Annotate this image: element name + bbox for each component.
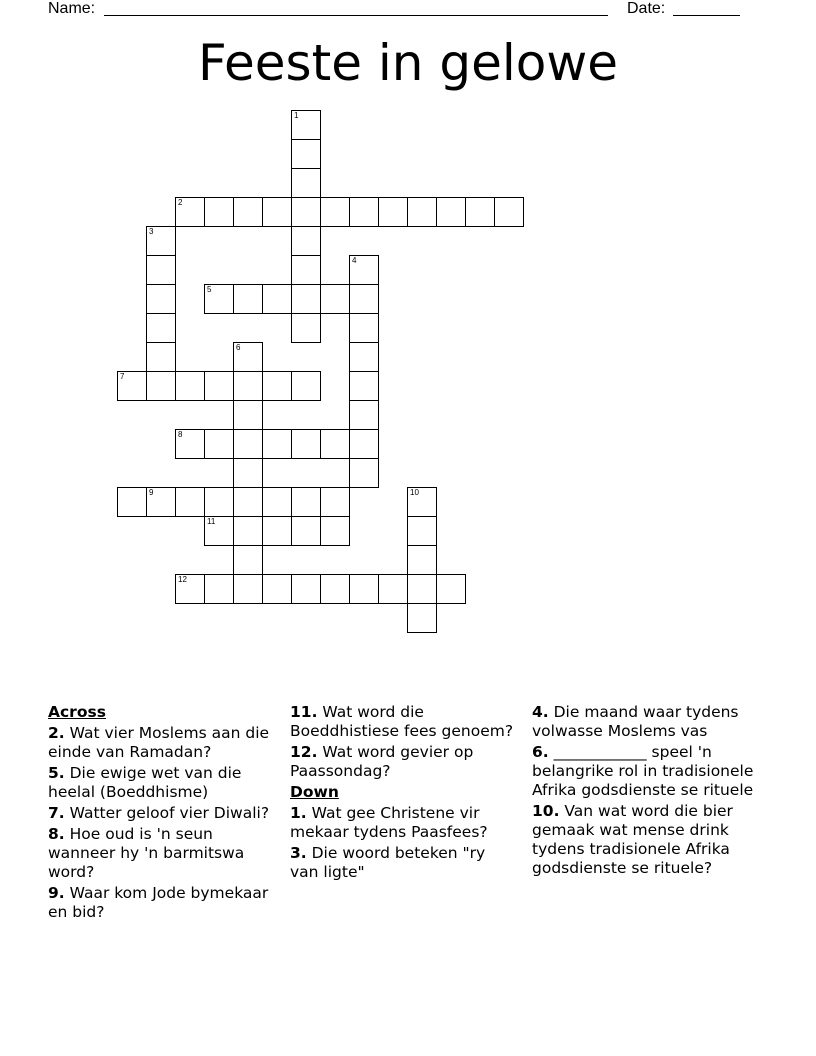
grid-cell[interactable] (349, 458, 379, 488)
grid-cell[interactable] (378, 574, 408, 604)
clue-text: Wat word die Boeddhistiese fees genoem? (290, 703, 514, 740)
grid-cell[interactable] (262, 371, 292, 401)
clue-item (48, 764, 273, 802)
grid-cell[interactable] (291, 516, 321, 546)
clue-number: 6. (532, 743, 549, 761)
grid-cell[interactable] (349, 429, 379, 459)
clue-text: ____________ speel 'n belangrike rol in tradisionele Afrika godsdienste se rituele (532, 743, 754, 799)
across-clue-list-continued (290, 703, 515, 781)
grid-cell[interactable] (349, 284, 379, 314)
grid-cell[interactable] (233, 342, 263, 372)
grid-cell[interactable] (291, 574, 321, 604)
grid-cell[interactable] (233, 371, 263, 401)
clue-number: 7 (120, 372, 125, 381)
grid-cell[interactable] (117, 371, 147, 401)
grid-cell[interactable] (146, 487, 176, 517)
grid-cell[interactable] (407, 197, 437, 227)
grid-cell[interactable] (204, 371, 234, 401)
name-label: Name: (48, 0, 96, 17)
grid-cell[interactable] (262, 574, 292, 604)
clue-item (48, 724, 273, 762)
grid-cell[interactable] (407, 516, 437, 546)
clue-column-1 (48, 703, 273, 924)
grid-cell[interactable] (175, 487, 205, 517)
clue-text: Hoe oud is 'n seun wanneer hy 'n barmitswa word? (48, 825, 245, 881)
grid-cell[interactable] (349, 313, 379, 343)
grid-cell[interactable] (320, 516, 350, 546)
grid-cell[interactable] (146, 371, 176, 401)
grid-cell[interactable] (233, 197, 263, 227)
grid-cell[interactable] (436, 197, 466, 227)
clue-text: Die woord beteken "ry van ligte" (290, 844, 486, 881)
date-label: Date: (627, 0, 666, 17)
clue-item (48, 884, 273, 922)
clue-number: 9 (149, 488, 154, 497)
clue-number: 12. (290, 743, 318, 761)
down-heading: Down (290, 783, 339, 801)
clue-number: 4. (532, 703, 549, 721)
grid-cell[interactable] (204, 284, 234, 314)
grid-cell[interactable] (291, 371, 321, 401)
clue-text: Van wat word die bier gemaak wat mense drink tydens tradisionele Afrika godsdienste se rituele? (532, 802, 733, 877)
clue-item (290, 743, 515, 781)
grid-cell[interactable] (175, 371, 205, 401)
down-clue-list (290, 804, 515, 882)
grid-cell[interactable] (407, 545, 437, 575)
grid-cell[interactable] (291, 487, 321, 517)
grid-cell[interactable] (291, 255, 321, 285)
clue-number: 5. (48, 764, 65, 782)
grid-cell[interactable] (146, 284, 176, 314)
clue-column-3 (532, 703, 767, 880)
grid-cell[interactable] (378, 197, 408, 227)
grid-cell[interactable] (320, 429, 350, 459)
clue-number: 4 (352, 256, 357, 265)
grid-cell[interactable] (262, 487, 292, 517)
grid-cell[interactable] (117, 487, 147, 517)
grid-cell[interactable] (407, 487, 437, 517)
grid-cell[interactable] (175, 574, 205, 604)
clue-text: Wat word gevier op Paassondag? (290, 743, 474, 780)
clue-text: Wat gee Christene vir mekaar tydens Paasfees? (290, 804, 488, 841)
clue-number: 9. (48, 884, 65, 902)
grid-cell[interactable] (320, 574, 350, 604)
grid-cell[interactable] (349, 574, 379, 604)
grid-cell[interactable] (291, 429, 321, 459)
grid-cell[interactable] (320, 197, 350, 227)
grid-cell[interactable] (349, 400, 379, 430)
clue-number: 5 (207, 285, 212, 294)
grid-cell[interactable] (233, 400, 263, 430)
grid-cell[interactable] (320, 487, 350, 517)
clue-item (48, 825, 273, 882)
clue-column-2 (290, 703, 515, 884)
grid-cell[interactable] (407, 574, 437, 604)
clue-item (532, 802, 767, 878)
grid-cell[interactable] (349, 342, 379, 372)
clue-number: 3 (149, 227, 154, 236)
clue-text: Waar kom Jode bymekaar en bid? (48, 884, 269, 921)
clue-number: 10. (532, 802, 560, 820)
clue-text: Watter geloof vier Diwali? (69, 804, 270, 822)
grid-cell[interactable] (233, 545, 263, 575)
grid-cell[interactable] (262, 516, 292, 546)
grid-cell[interactable] (262, 197, 292, 227)
grid-cell[interactable] (204, 429, 234, 459)
clue-number: 1 (294, 111, 299, 120)
clue-number: 6 (236, 343, 241, 352)
page-title: Feeste in gelowe (198, 34, 618, 92)
grid-cell[interactable] (262, 429, 292, 459)
grid-cell[interactable] (349, 371, 379, 401)
clue-item (290, 844, 515, 882)
grid-cell[interactable] (204, 487, 234, 517)
clue-number: 1. (290, 804, 307, 822)
across-heading: Across (48, 703, 106, 721)
grid-cell[interactable] (291, 284, 321, 314)
grid-cell[interactable] (494, 197, 524, 227)
grid-cell[interactable] (436, 574, 466, 604)
grid-cell[interactable] (291, 197, 321, 227)
clue-number: 12 (178, 575, 187, 584)
grid-cell[interactable] (146, 313, 176, 343)
grid-cell[interactable] (175, 197, 205, 227)
clue-number: 8 (178, 430, 183, 439)
clue-text: Die maand waar tydens volwasse Moslems vas (532, 703, 739, 740)
across-clue-list (48, 724, 273, 922)
clue-item (290, 703, 515, 741)
grid-cell[interactable] (291, 313, 321, 343)
clue-text: Wat vier Moslems aan die einde van Ramadan? (48, 724, 270, 761)
clue-number: 8. (48, 825, 65, 843)
grid-cell[interactable] (349, 255, 379, 285)
grid-cell[interactable] (349, 197, 379, 227)
grid-cell[interactable] (204, 197, 234, 227)
clue-number: 10 (410, 488, 419, 497)
grid-cell[interactable] (146, 342, 176, 372)
clue-item (48, 804, 273, 823)
grid-cell[interactable] (146, 226, 176, 256)
grid-cell[interactable] (233, 516, 263, 546)
grid-cell[interactable] (291, 110, 321, 140)
grid-cell[interactable] (262, 284, 292, 314)
grid-cell[interactable] (291, 168, 321, 198)
grid-cell[interactable] (233, 487, 263, 517)
clue-item (532, 743, 767, 800)
clue-number: 11. (290, 703, 318, 721)
clue-item (532, 703, 767, 741)
grid-cell[interactable] (320, 284, 350, 314)
down-clue-list-continued (532, 703, 767, 878)
grid-cell[interactable] (204, 574, 234, 604)
grid-cell[interactable] (407, 603, 437, 633)
clue-text: Die ewige wet van die heelal (Boeddhisme) (48, 764, 242, 801)
grid-cell[interactable] (233, 574, 263, 604)
clue-number: 11 (207, 517, 216, 526)
grid-cell[interactable] (291, 139, 321, 169)
grid-cell[interactable] (204, 516, 234, 546)
clue-number: 2. (48, 724, 65, 742)
clue-number: 7. (48, 804, 65, 822)
grid-cell[interactable] (175, 429, 205, 459)
grid-cell[interactable] (146, 255, 176, 285)
clue-number: 2 (178, 198, 183, 207)
grid-cell[interactable] (291, 226, 321, 256)
grid-cell[interactable] (233, 429, 263, 459)
grid-cell[interactable] (233, 284, 263, 314)
grid-cell[interactable] (465, 197, 495, 227)
grid-cell[interactable] (233, 458, 263, 488)
clue-number: 3. (290, 844, 307, 862)
clue-item (290, 804, 515, 842)
